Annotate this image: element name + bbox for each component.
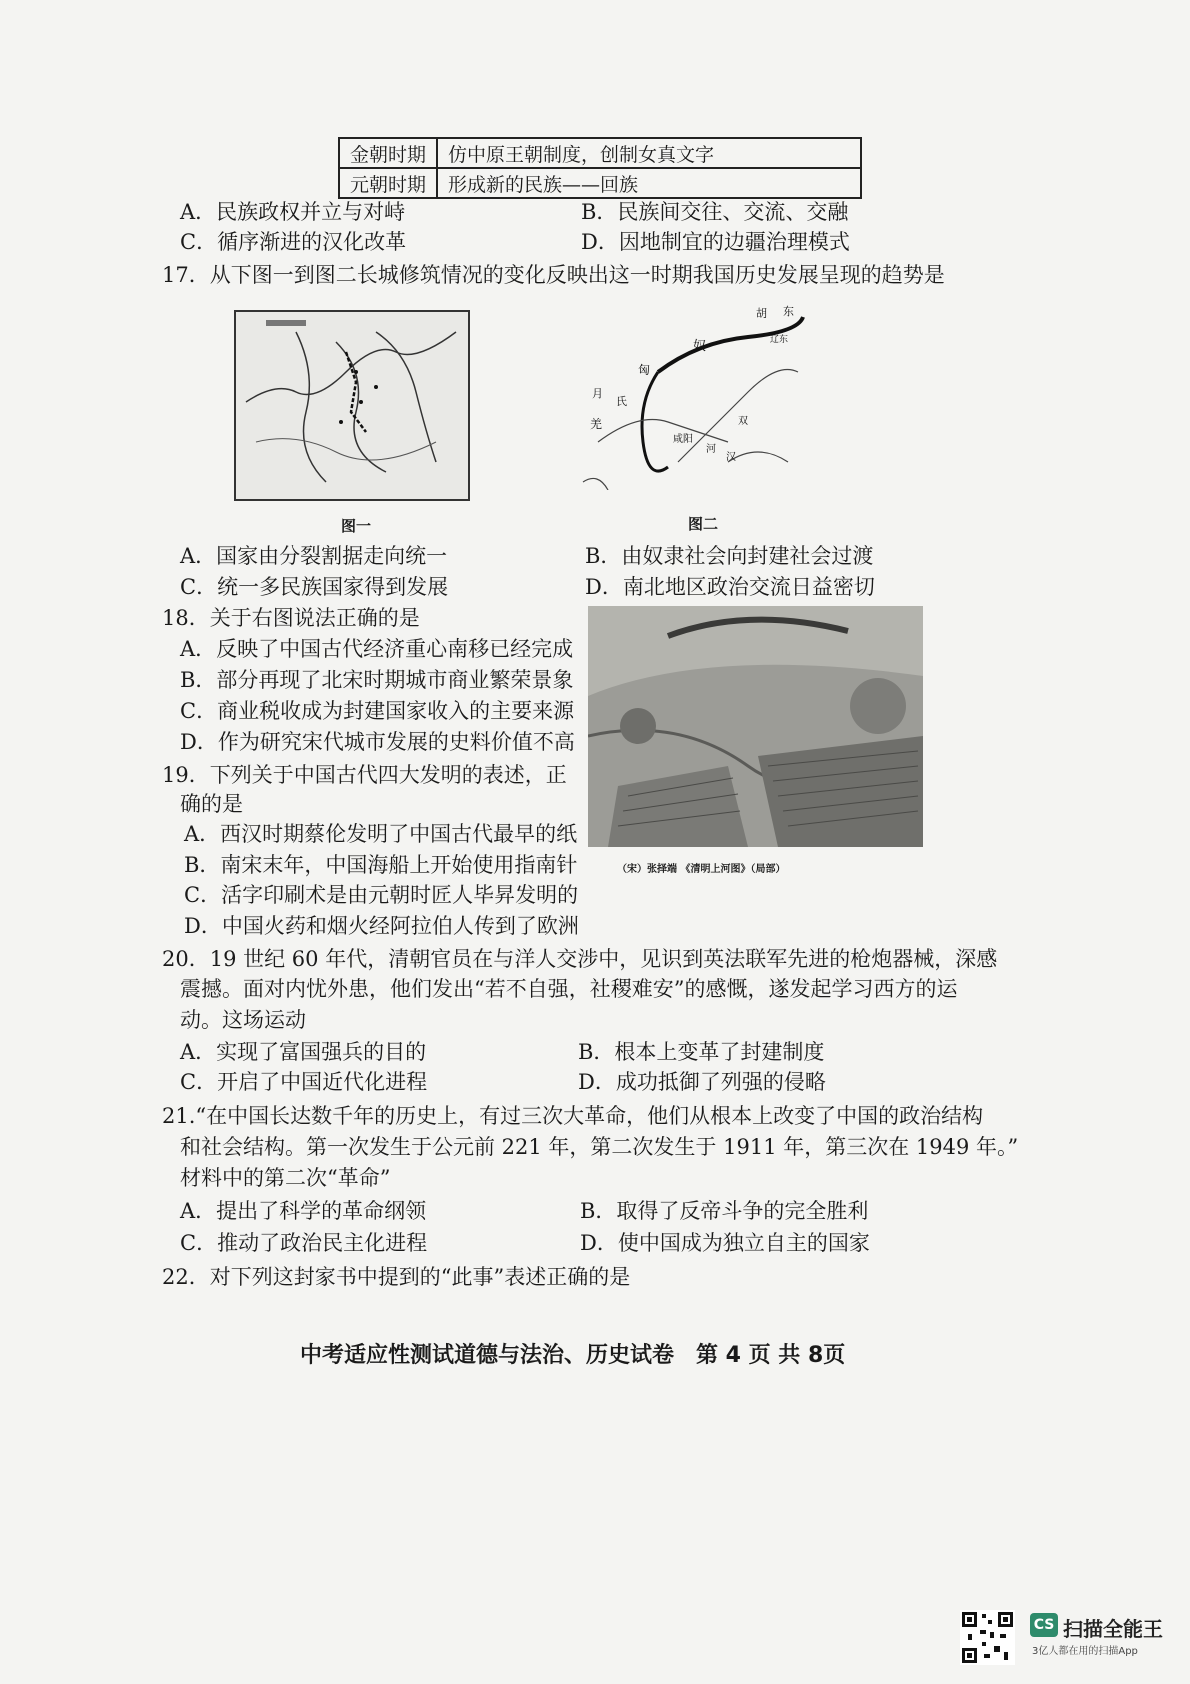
q18-option-b[interactable]: B．部分再现了北宋时期城市商业繁荣景象	[180, 668, 574, 692]
figure-2-map	[578, 302, 810, 490]
map-label-xianyang: 咸阳	[673, 434, 693, 445]
q21-option-b[interactable]: B．取得了反帝斗争的完全胜利	[580, 1199, 869, 1223]
dynasty-table	[338, 137, 862, 199]
q21-stem-line2: 和社会结构。第一次发生于公元前 221 年，第二次发生于 1911 年，第三次在 1949 年。”	[180, 1135, 1019, 1159]
qr-code-icon	[960, 1610, 1015, 1665]
painting-qingming	[588, 606, 923, 847]
q16-option-a[interactable]: A．民族政权并立与对峙	[180, 200, 406, 224]
map-label-shuang: 双	[738, 416, 748, 427]
q19-stem-line2: 确的是	[180, 792, 243, 816]
camscanner-tagline: 3亿人都在用的扫描App	[1032, 1646, 1138, 1657]
map-label-hu: 胡	[756, 307, 767, 320]
page-footer: 中考适应性测试道德与法治、历史试卷 第 4 页 共 8页	[300, 1343, 846, 1368]
table-row	[339, 168, 861, 198]
table-row	[339, 138, 861, 168]
q22-stem: 22．对下列这封家书中提到的“此事”表述正确的是	[162, 1265, 631, 1289]
q18-option-c[interactable]: C．商业税收成为封建国家收入的主要来源	[180, 699, 575, 723]
table-cell-period: 金朝时期	[339, 138, 437, 168]
map-label-han: 汉	[726, 452, 736, 463]
table-cell-period: 元朝时期	[339, 168, 437, 198]
q21-stem-line3: 材料中的第二次“革命”	[180, 1166, 391, 1190]
q21-option-c[interactable]: C．推动了政治民主化进程	[180, 1231, 428, 1255]
q17-option-c[interactable]: C．统一多民族国家得到发展	[180, 575, 449, 599]
q19-stem-line1: 19．下列关于中国古代四大发明的表述，正	[162, 763, 567, 787]
painting-caption: （宋）张择端 《清明上河图》（局部）	[617, 864, 786, 875]
q19-option-d[interactable]: D．中国火药和烟火经阿拉伯人传到了欧洲	[184, 914, 579, 938]
q18-option-d[interactable]: D．作为研究宋代城市发展的史料价值不高	[180, 730, 575, 754]
q19-option-b[interactable]: B．南宋末年，中国海船上开始使用指南针	[184, 853, 578, 877]
map-label-dong: 东	[783, 305, 794, 318]
q18-stem: 18．关于右图说法正确的是	[162, 606, 420, 630]
figure-1-caption: 图一	[341, 517, 372, 535]
map-label-nu: 奴	[693, 339, 707, 354]
q21-stem-line1: 21.“在中国长达数千年的历史上，有过三次大革命，他们从根本上改变了中国的政治结构	[162, 1104, 984, 1128]
map-label-he: 河	[706, 444, 716, 455]
camscanner-name: 扫描全能王	[1063, 1617, 1163, 1641]
map-figure-1	[236, 312, 468, 499]
qr-code-graphic	[960, 1610, 1015, 1665]
q19-option-c[interactable]: C．活字印刷术是由元朝时匠人毕昇发明的	[184, 883, 579, 907]
figure-1-map	[234, 310, 470, 501]
camscanner-logo: CS	[1030, 1613, 1058, 1637]
table-cell-content: 形成新的民族——回族	[437, 168, 861, 198]
q21-option-d[interactable]: D．使中国成为独立自主的国家	[580, 1231, 870, 1255]
figure-2-caption: 图二	[688, 515, 719, 533]
map-label-liaodong: 辽东	[770, 335, 789, 345]
map-label-yue: 月	[592, 387, 603, 400]
q17-stem: 17．从下图一到图二长城修筑情况的变化反映出这一时期我国历史发展呈现的趋势是	[162, 263, 945, 287]
painting-illustration	[588, 606, 923, 847]
q16-option-b[interactable]: B．民族间交往、交流、交融	[581, 200, 849, 224]
map-figure-2	[578, 302, 810, 490]
q19-option-a[interactable]: A．西汉时期蔡伦发明了中国古代最早的纸	[184, 822, 578, 846]
q17-option-a[interactable]: A．国家由分裂割据走向统一	[180, 544, 448, 568]
q20-option-b[interactable]: B．根本上变革了封建制度	[578, 1040, 825, 1064]
q20-stem-line1: 20．19 世纪 60 年代，清朝官员在与洋人交涉中，见识到英法联军先进的枪炮器械，深感	[162, 947, 998, 971]
q21-option-a[interactable]: A．提出了科学的革命纲领	[180, 1199, 427, 1223]
q17-option-d[interactable]: D．南北地区政治交流日益密切	[585, 575, 875, 599]
q20-stem-line2: 震撼。面对内忧外患，他们发出“若不自强，社稷难安”的感慨，遂发起学习西方的运	[180, 977, 958, 1001]
table-cell-content: 仿中原王朝制度，创制女真文字	[437, 138, 861, 168]
map-label-shi: 氏	[616, 395, 627, 408]
q17-option-b[interactable]: B．由奴隶社会向封建社会过渡	[585, 544, 874, 568]
q20-option-d[interactable]: D．成功抵御了列强的侵略	[578, 1070, 826, 1094]
map-label-qiang: 羌	[590, 417, 603, 431]
map-label-xiong: 匈	[638, 363, 651, 377]
q20-stem-line3: 动。这场运动	[180, 1008, 306, 1032]
q20-option-a[interactable]: A．实现了富国强兵的目的	[180, 1040, 427, 1064]
q18-option-a[interactable]: A．反映了中国古代经济重心南移已经完成	[180, 637, 574, 661]
q20-option-c[interactable]: C．开启了中国近代化进程	[180, 1070, 428, 1094]
q16-option-d[interactable]: D．因地制宜的边疆治理模式	[581, 230, 850, 254]
q16-option-c[interactable]: C．循序渐进的汉化改革	[180, 230, 407, 254]
